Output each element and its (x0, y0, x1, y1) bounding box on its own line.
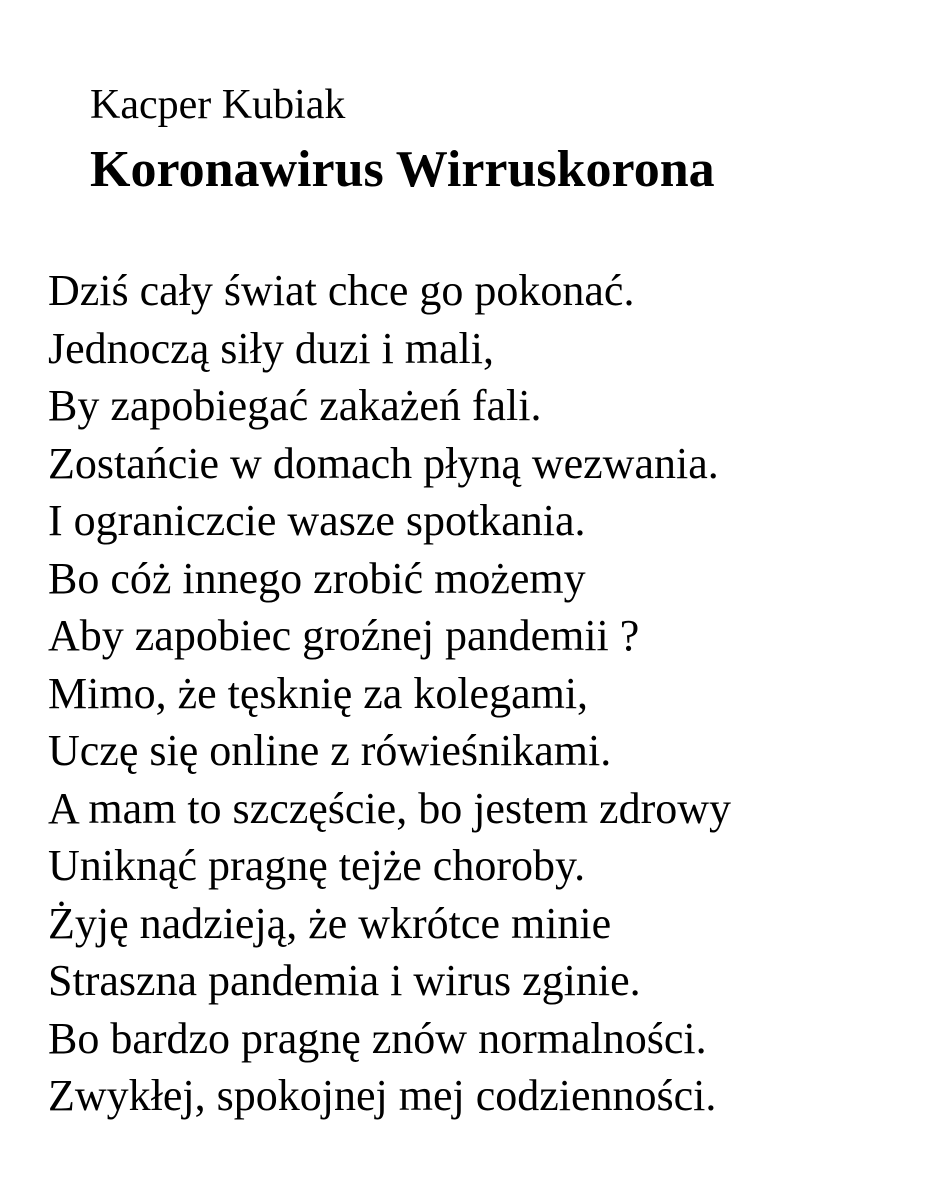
poem-line: Jednoczą siły duzi i mali, (48, 323, 494, 373)
poem-line: Bo bardzo pragnę znów normalności. (48, 1013, 707, 1063)
poem-line: By zapobiegać zakażeń fali. (48, 381, 542, 430)
poem-line: Uniknąć pragnę tejże choroby. (48, 841, 586, 890)
poem-line: Bo cóż innego zrobić możemy (48, 553, 586, 603)
poem-title: Koronawirus Wirruskorona (90, 141, 715, 198)
poem-line: Dziś cały świat chce go pokonać. (48, 266, 635, 315)
poem-line: Aby zapobiec groźnej pandemii ? (48, 611, 640, 660)
poem-line: Straszna pandemia i wirus zginie. (48, 956, 641, 1005)
poem-line: A mam to szczęście, bo jestem zdrowy (48, 783, 732, 833)
poem-line: I ograniczcie wasze spotkania. (48, 496, 586, 545)
poem-line: Zwykłej, spokojnej mej codzienności. (48, 1071, 717, 1120)
poem-line: Mimo, że tęsknię za kolegami, (48, 668, 589, 718)
poem-body (48, 262, 928, 1125)
author-name: Kacper Kubiak (90, 82, 346, 128)
poem-line: Zostańcie w domach płyną wezwania. (48, 438, 719, 488)
poem-line: Żyję nadzieją, że wkrótce minie (48, 898, 612, 948)
poem-line: Uczę się online z rówieśnikami. (48, 726, 612, 775)
